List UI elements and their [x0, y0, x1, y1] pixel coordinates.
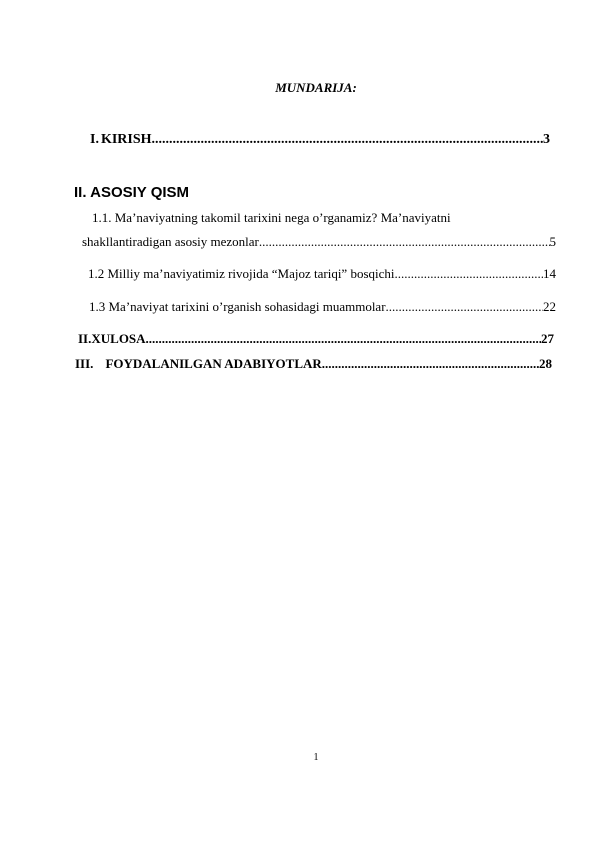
toc-entry-1-2[interactable] — [88, 266, 556, 282]
page-number: 1 — [313, 752, 319, 763]
toc-entry-page: 3 — [543, 132, 550, 147]
toc-dot-leader — [386, 299, 543, 315]
toc-dot-leader — [146, 331, 541, 347]
toc-title: MUNDARIJA: — [275, 80, 357, 95]
toc-dot-leader — [322, 356, 539, 372]
toc-entry-label: shakllantiradigan asosiy mezonlar — [82, 234, 259, 249]
toc-entry-1-1-line1[interactable]: 1.1. Ma’naviyatning takomil tarixini nega o’rganamiz? Ma’naviyatni — [92, 210, 451, 225]
toc-entry-label: II.XULOSA — [78, 331, 146, 346]
toc-entry-label: 1.3 Ma’naviyat tarixini o’rganish sohasidagi muammolar — [89, 299, 386, 314]
toc-entry-kirish[interactable] — [90, 132, 550, 148]
toc-entry-xulosa[interactable] — [78, 331, 554, 347]
toc-entry-page: 5 — [549, 234, 556, 249]
toc-entry-label: FOYDALANILGAN ADABIYOTLAR — [105, 356, 322, 371]
toc-entry-1-3[interactable] — [89, 299, 556, 315]
toc-entry-label: 1.2 Milliy ma’naviyatimiz rivojida “Majoz tariqi” bosqichi — [88, 266, 395, 281]
toc-entry-page: 14 — [543, 266, 556, 281]
toc-entry-1-1-line2[interactable] — [82, 234, 556, 250]
toc-entry-numeral: III. — [75, 356, 94, 371]
toc-entry-adabiyotlar[interactable] — [75, 356, 552, 372]
toc-section-heading: II. ASOSIY QISM — [74, 184, 190, 201]
toc-entry-numeral: I. — [90, 132, 99, 147]
toc-dot-leader — [395, 266, 543, 282]
toc-dot-leader — [259, 234, 550, 250]
toc-entry-page: 22 — [543, 299, 556, 314]
toc-entry-page: 28 — [539, 356, 552, 371]
toc-dot-leader — [152, 132, 543, 148]
toc-entry-page: 27 — [541, 331, 554, 346]
toc-entry-label: KIRISH — [100, 132, 152, 147]
